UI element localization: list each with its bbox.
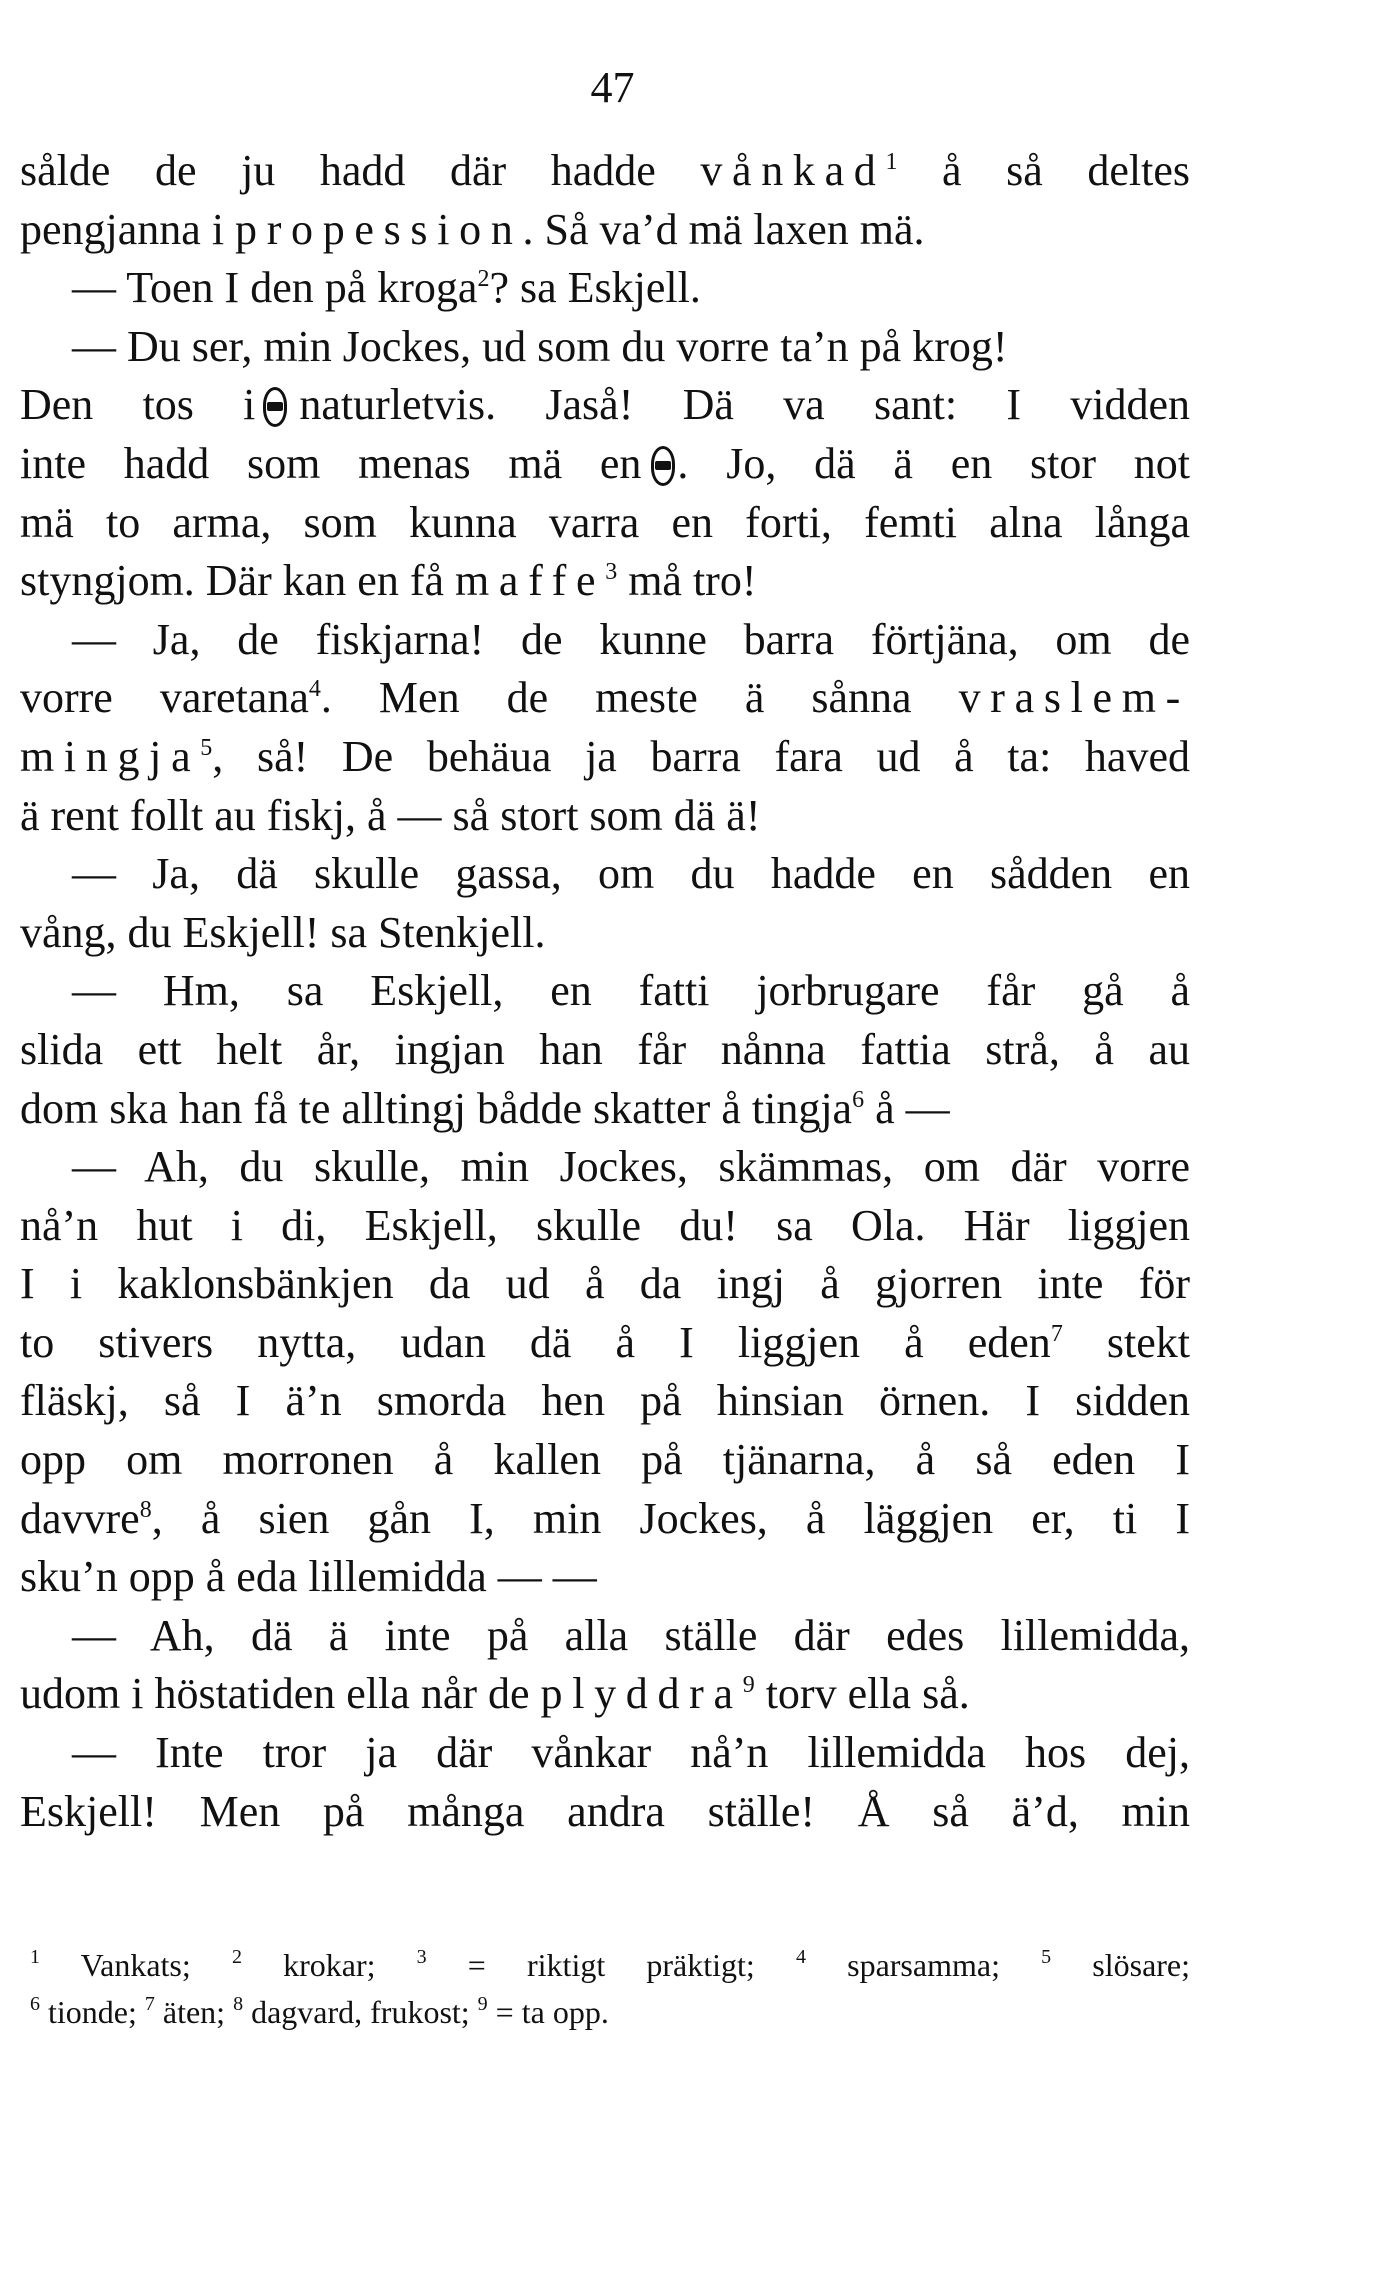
text-line	[20, 787, 1190, 846]
footnote-number: 4	[795, 1946, 806, 1968]
text-segment: — Ah, dä ä inte på alla ställe där edes lillemidda,	[72, 1610, 1190, 1660]
footnote-item	[478, 1994, 609, 2030]
footnote-marker: 6	[852, 1086, 865, 1113]
footnote-marker: 9	[742, 1672, 755, 1699]
text-segment: sku’n opp å eda lillemidda — —	[20, 1552, 597, 1602]
footnote-text: = ta opp.	[487, 1994, 609, 2030]
footnote-line	[30, 1989, 1190, 2036]
footnote-marker: 7	[1050, 1320, 1063, 1347]
footnote-marker: 4	[308, 676, 321, 703]
text-segment: ä rent follt au fiskj, å — så stort som dä ä!	[20, 790, 761, 840]
text-segment: slida ett helt år, ingjan han får nånna fattia strå, å au	[20, 1024, 1190, 1074]
text-segment: inte hadd som menas mä en	[20, 438, 642, 488]
text-segment: — Ja, de fiskjarna! de kunne barra förtjäna, om de	[72, 614, 1190, 664]
text-line	[20, 962, 1190, 1021]
footnote-number: 5	[1041, 1946, 1052, 1968]
footnote-item	[796, 1947, 1000, 1983]
footnote-item	[30, 1947, 191, 1983]
spaced-word: plyddra	[540, 1669, 743, 1719]
footnote-number: 6	[30, 1993, 40, 2015]
footnote-number: 7	[144, 1993, 155, 2015]
spaced-word: vraslem-	[958, 673, 1191, 723]
text-segment: Den tos i	[20, 380, 256, 430]
text-segment: mä to arma, som kunna varra en forti, femti alna långa	[20, 497, 1190, 547]
text-segment: opp om morronen å kallen på tjänarna, å så eden I	[20, 1435, 1190, 1485]
text-segment: , å sien gån I, min Jockes, å läggjen er, ti I	[151, 1493, 1190, 1543]
text-line	[20, 1665, 1190, 1724]
text-line	[20, 494, 1190, 553]
text-line	[20, 318, 1190, 377]
footnote-text: slösare;	[1051, 1947, 1191, 1983]
footnote-text: tionde;	[40, 1994, 137, 2030]
text-segment: sålde de ju hadd där hadde	[20, 146, 701, 195]
text-segment: torv ella så.	[754, 1669, 970, 1719]
text-segment: styngjom. Där kan en få	[20, 556, 455, 606]
text-segment: dom ska han få te alltingj bådde skatter å tingja	[20, 1083, 853, 1133]
footnote-item	[30, 1994, 137, 2030]
text-line	[20, 904, 1190, 963]
footnote-item	[145, 1994, 225, 2030]
text-segment: to stivers nytta, udan dä å I liggjen å eden	[20, 1317, 1051, 1367]
footnote-item	[417, 1947, 755, 1983]
text-segment: davvre	[20, 1493, 140, 1543]
body-text	[20, 142, 1190, 1841]
text-line	[20, 845, 1190, 904]
text-segment: Eskjell! Men på många andra ställe! Å så ä’d, min	[20, 1786, 1190, 1836]
footnote-text: dagvard, frukost;	[243, 1994, 470, 2030]
text-segment: vorre varetana	[20, 673, 309, 723]
text-line	[20, 1314, 1190, 1373]
text-line	[20, 201, 1190, 260]
page-number: 47	[590, 63, 635, 112]
footnote-text: = riktigt präktigt;	[426, 1947, 755, 1983]
text-segment: må tro!	[617, 556, 757, 606]
inline-symbol-icon	[263, 387, 287, 427]
text-segment: — Ah, du skulle, min Jockes, skämmas, om där vorre	[72, 1142, 1190, 1192]
footnote-number: 2	[231, 1946, 242, 1968]
text-line	[20, 142, 1190, 201]
text-segment: å —	[864, 1083, 950, 1133]
footnote-marker: 1	[885, 149, 898, 175]
footnotes	[30, 1942, 1190, 2036]
text-line	[20, 1021, 1190, 1080]
spaced-word: mingja	[20, 731, 201, 781]
footnote-number: 3	[416, 1946, 427, 1968]
text-line	[20, 1197, 1190, 1256]
spaced-word: vånkad	[700, 146, 886, 195]
text-segment: å så deltes	[897, 146, 1191, 195]
text-line	[20, 728, 1190, 787]
text-segment: . Men de meste ä sånna	[320, 673, 959, 723]
text-segment: naturletvis. Jaså! Dä va sant: I vidden	[299, 380, 1190, 430]
text-line	[20, 1080, 1190, 1139]
footnote-marker: 5	[200, 734, 213, 761]
text-segment: nå’n hut i di, Eskjell, skulle du! sa Ola. Här liggjen	[20, 1200, 1190, 1250]
text-segment: pengjanna i	[20, 204, 236, 254]
footnote-line	[30, 1942, 1190, 1989]
footnote-text: äten;	[154, 1994, 226, 2030]
text-segment: . Jo, dä ä en stor not	[677, 438, 1191, 488]
text-segment: stekt	[1062, 1317, 1190, 1367]
text-segment: fläskj, så I ä’n smorda hen på hinsian örnen. I sidden	[20, 1376, 1190, 1426]
text-line	[20, 1548, 1190, 1607]
text-line	[20, 611, 1190, 670]
text-segment: ? sa Eskjell.	[489, 263, 701, 313]
text-line	[20, 1490, 1190, 1549]
footnote-marker: 8	[139, 1496, 152, 1523]
text-line	[20, 259, 1190, 318]
footnote-item	[233, 1994, 470, 2030]
text-segment: udom i höstatiden ella når de	[20, 1669, 541, 1719]
text-segment: — Toen I den på kroga	[72, 263, 478, 313]
spaced-word: propession	[235, 204, 523, 254]
text-line	[20, 435, 1190, 494]
text-line	[20, 1783, 1190, 1842]
footnote-item	[1041, 1947, 1190, 1983]
text-segment: — Ja, dä skulle gassa, om du hadde en sådden en	[72, 849, 1190, 899]
text-line	[20, 1724, 1190, 1783]
footnote-marker: 3	[605, 559, 618, 586]
text-line	[20, 1372, 1190, 1431]
text-line	[20, 552, 1190, 611]
footnote-text: krokar;	[241, 1947, 376, 1983]
text-line	[20, 1138, 1190, 1197]
text-segment: — Du ser, min Jockes, ud som du vorre ta’n på krog!	[72, 321, 1008, 371]
text-segment: — Hm, sa Eskjell, en fatti jorbrugare får gå å	[72, 966, 1190, 1016]
text-line	[20, 376, 1190, 435]
text-segment: . Så va’d mä laxen mä.	[522, 204, 925, 254]
footnote-number: 8	[233, 1993, 244, 2015]
footnote-text: sparsamma;	[805, 1947, 1000, 1983]
spaced-word: maffe	[455, 556, 606, 606]
text-line	[20, 1607, 1190, 1666]
footnote-text: Vankats;	[40, 1947, 191, 1983]
text-segment: vång, du Eskjell! sa Stenkjell.	[20, 907, 546, 957]
text-line	[20, 1255, 1190, 1314]
text-segment: I i kaklonsbänkjen da ud å da ingj å gjorren inte för	[20, 1259, 1190, 1309]
footnote-number: 1	[30, 1946, 40, 1968]
text-segment: , så! De behäua ja barra fara ud å ta: haved	[212, 731, 1190, 781]
text-line	[20, 669, 1190, 728]
footnote-item	[232, 1947, 376, 1983]
text-line	[20, 1431, 1190, 1490]
footnote-marker: 2	[477, 266, 490, 293]
inline-symbol-icon	[651, 446, 675, 486]
text-segment: — Inte tror ja där vånkar nå’n lillemidda hos dej,	[72, 1728, 1190, 1778]
footnote-number: 9	[477, 1993, 488, 2015]
